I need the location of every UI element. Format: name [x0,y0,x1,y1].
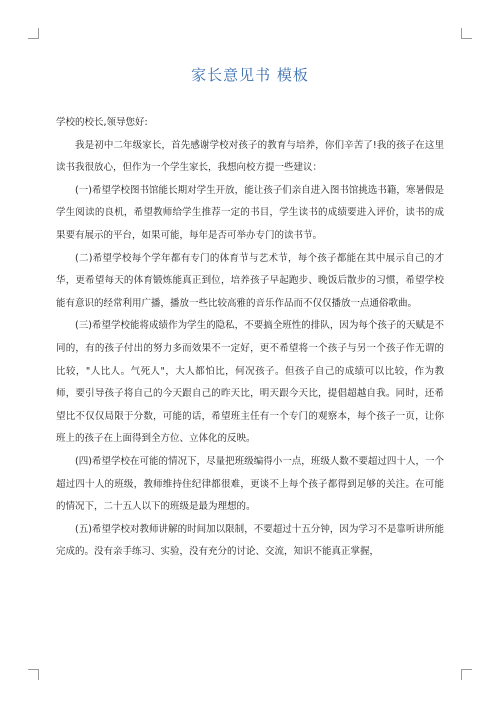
paragraph-suggestion-4: (四)希望学校在可能的情况下，尽量把班级编得小一点，班级人数不要超过四十人，一个超过四十人的班级，教师维持住纪律都很难，更谈不上每个孩子都得到足够的关注。在可能的情况下，二十五人以下的班级是最为理想的。 [56,455,444,513]
paragraph-suggestion-3: (三)希望学校能将成绩作为学生的隐私，不要搞全班性的排队，因为每个孩子的天赋是不同的，有的孩子付出的努力多而效果不一定好，更不希望将一个孩子与另一个孩子作无谓的比较，"人比人。气死人"，大人都怕比，何况孩子。但孩子自己的成绩可以比较，作为教师，要引导孩子将自己的今天跟自己的昨天比，明天跟今天比，提倡超越自我。同时，还希望比不仅仅局限于分数，可能的话，希望班主任有一个专门的观察本，每个孩子一页，让你班上的孩子在上面得到全方位、立体化的反映。 [56,320,444,445]
document-body [56,112,444,564]
crop-mark-bottom-right [461,669,472,680]
paragraph-intro: 我是初中二年级家长，首先感谢学校对孩子的教育与培养，你们辛苦了!我的孩子在这里读书我很放心，但作为一个学生家长，我想向校方提一些建议： [56,139,444,174]
crop-mark-top-right [461,28,472,39]
crop-mark-top-left [28,28,39,39]
salutation: 学校的校长,领导您好: [56,117,148,128]
crop-mark-bottom-left [28,669,39,680]
paragraph-suggestion-2: (二)希望学校每个学年都有专门的体育节与艺术节，每个孩子都能在其中展示自己的才华，更希望每天的体育锻炼能真正到位，培养孩子早起跑步、晚饭后散步的习惯，希望学校能有意识的经常利用广播，播放一些比较高雅的音乐作品而不仅仅播放一点通俗歌曲。 [56,252,444,309]
paragraph-suggestion-5: (五)希望学校对教师讲解的时间加以限制，不要超过十五分钟，因为学习不是靠听讲所能完成的。没有亲手练习、实验，没有充分的讨论、交流，知识不能真正掌握， [56,523,444,558]
paragraph-suggestion-1: (一)希望学校图书馆能长期对学生开放，能让孩子们亲自进入图书馆挑选书籍，寒暑假是学生阅读的良机，希望教师给学生推荐一定的书目，学生读书的成绩要进入评价，读书的成果要有展示的平台，如果可能，每年是否可举办专门的读书节。 [56,184,444,241]
document-title: 家长意见书 模板 [191,66,309,84]
